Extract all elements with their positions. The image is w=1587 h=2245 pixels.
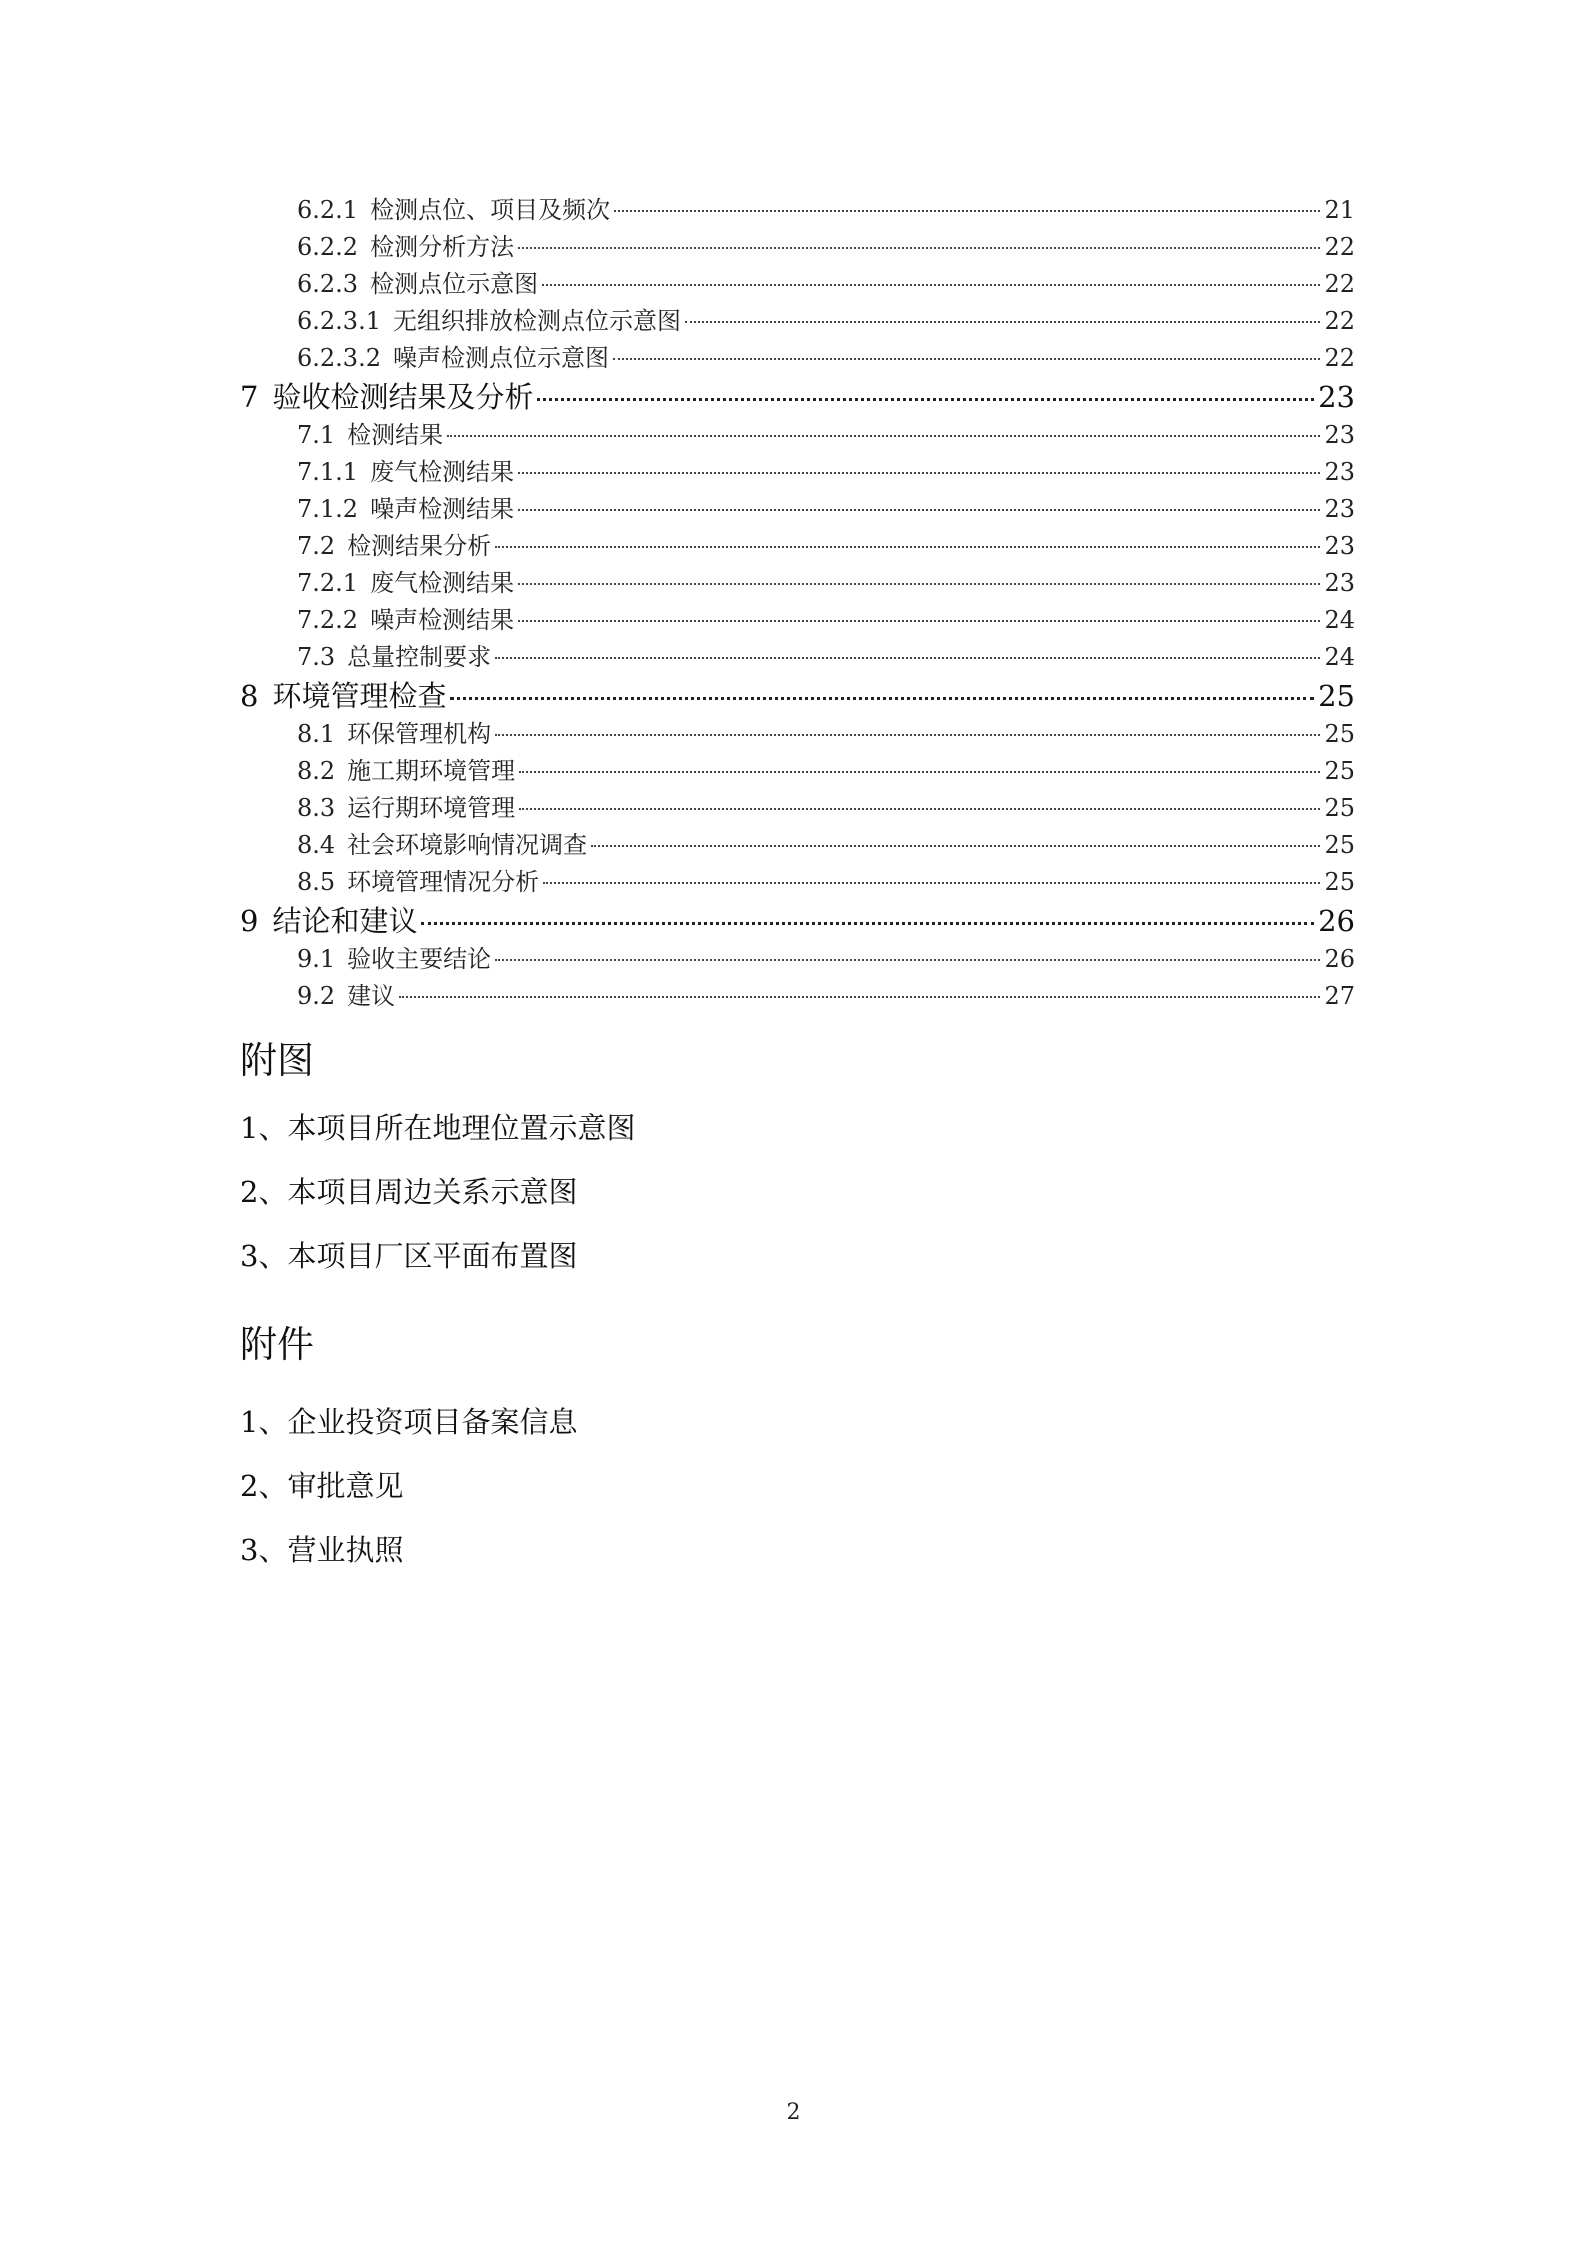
toc-entry[interactable] <box>240 491 1355 528</box>
toc-entry[interactable] <box>240 864 1355 901</box>
toc-dot-leader <box>543 882 1320 884</box>
page-number: 2 <box>786 2100 801 2125</box>
toc-entry[interactable] <box>240 340 1355 377</box>
toc-entry-page: 27 <box>1324 982 1355 1010</box>
toc-dot-leader <box>421 922 1314 925</box>
figure-item-3: 3、本项目厂区平面布置图 <box>240 1239 578 1273</box>
toc-entry-title: 环保管理机构 <box>347 720 492 748</box>
toc-entry-page: 25 <box>1324 720 1355 748</box>
toc-entry-page: 23 <box>1324 569 1355 597</box>
attachment-item-2: 2、审批意见 <box>240 1469 404 1503</box>
toc-dot-leader <box>450 697 1314 700</box>
toc-entry-page: 23 <box>1324 495 1355 523</box>
toc-entry-page: 26 <box>1324 945 1355 973</box>
toc-entry-page: 23 <box>1324 458 1355 486</box>
toc-entry-number: 7.1.1 <box>297 458 359 486</box>
toc-entry[interactable] <box>240 941 1355 978</box>
toc-entry-title: 总量控制要求 <box>347 643 492 671</box>
toc-entry-number: 7 <box>240 380 259 414</box>
toc-entry[interactable] <box>240 978 1355 1015</box>
figures-heading: 附图 <box>240 1039 314 1082</box>
toc-entry[interactable] <box>240 303 1355 340</box>
toc-entry-number: 8.3 <box>297 794 336 822</box>
toc-entry-page: 22 <box>1324 270 1355 298</box>
toc-entry-title: 施工期环境管理 <box>347 757 516 785</box>
attachment-item-1: 1、企业投资项目备案信息 <box>240 1405 578 1439</box>
toc-entry[interactable] <box>240 266 1355 303</box>
toc-entry-page: 23 <box>1324 532 1355 560</box>
toc-entry[interactable] <box>240 377 1355 417</box>
toc-entry-title: 结论和建议 <box>272 904 418 938</box>
toc-entry-page: 22 <box>1324 233 1355 261</box>
toc-entry-number: 6.2.3.1 <box>297 307 381 335</box>
toc-entry-page: 22 <box>1324 344 1355 372</box>
toc-entry-title: 检测点位、项目及频次 <box>370 196 611 224</box>
toc-entry-number: 8.4 <box>297 831 336 859</box>
toc-dot-leader <box>591 845 1320 847</box>
toc-entry-title: 环境管理情况分析 <box>347 868 540 896</box>
toc-dot-leader <box>519 771 1320 773</box>
figure-item-2: 2、本项目周边关系示意图 <box>240 1175 578 1209</box>
toc-entry-number: 8.5 <box>297 868 336 896</box>
toc-entry[interactable] <box>240 676 1355 716</box>
toc-entry-page: 23 <box>1318 380 1355 414</box>
attachments-heading: 附件 <box>240 1323 314 1366</box>
toc-entry-number: 7.1.2 <box>297 495 359 523</box>
toc-entry-number: 6.2.3.2 <box>297 344 381 372</box>
toc-dot-leader <box>518 472 1320 474</box>
toc-entry-number: 9 <box>240 904 259 938</box>
toc-entry-title: 废气检测结果 <box>370 569 515 597</box>
toc-entry-number: 6.2.1 <box>297 196 359 224</box>
toc-dot-leader <box>495 657 1320 659</box>
toc-dot-leader <box>399 996 1320 998</box>
toc-dot-leader <box>614 210 1320 212</box>
toc-entry[interactable] <box>240 753 1355 790</box>
toc-entry-page: 25 <box>1324 757 1355 785</box>
toc-entry[interactable] <box>240 528 1355 565</box>
toc-entry[interactable] <box>240 790 1355 827</box>
toc-entry-page: 23 <box>1324 421 1355 449</box>
toc-dot-leader <box>685 321 1320 323</box>
toc-entry-title: 运行期环境管理 <box>347 794 516 822</box>
toc-entry-title: 社会环境影响情况调查 <box>347 831 588 859</box>
toc-entry-number: 7.2.1 <box>297 569 359 597</box>
toc-entry-title: 噪声检测点位示意图 <box>392 344 609 372</box>
toc-entry[interactable] <box>240 716 1355 753</box>
toc-dot-leader <box>518 583 1320 585</box>
toc-entry-number: 7.1 <box>297 421 336 449</box>
toc-entry[interactable] <box>240 901 1355 941</box>
toc-dot-leader <box>495 734 1320 736</box>
toc-dot-leader <box>613 358 1320 360</box>
toc-entry-title: 检测结果 <box>347 421 444 449</box>
toc-entry-title: 噪声检测结果 <box>370 606 515 634</box>
toc-entry-title: 检测点位示意图 <box>370 270 539 298</box>
toc-entry-title: 验收检测结果及分析 <box>272 380 534 414</box>
toc-entry-page: 26 <box>1318 904 1355 938</box>
toc-entry-page: 25 <box>1324 868 1355 896</box>
toc-entry-title: 验收主要结论 <box>347 945 492 973</box>
toc-dot-leader <box>495 546 1320 548</box>
toc-entry[interactable] <box>240 602 1355 639</box>
toc-entry[interactable] <box>240 639 1355 676</box>
toc-entry-page: 24 <box>1324 643 1355 671</box>
toc-entry-number: 8 <box>240 679 259 713</box>
toc-dot-leader <box>537 398 1314 401</box>
toc-dot-leader <box>519 808 1320 810</box>
toc-entry-page: 25 <box>1324 794 1355 822</box>
toc-dot-leader <box>495 959 1320 961</box>
toc-dot-leader <box>542 284 1320 286</box>
toc-entry-number: 7.3 <box>297 643 336 671</box>
toc-entry-page: 24 <box>1324 606 1355 634</box>
toc-entry-title: 环境管理检查 <box>272 679 447 713</box>
toc-dot-leader <box>518 247 1320 249</box>
toc-entry[interactable] <box>240 827 1355 864</box>
table-of-contents <box>240 192 1355 1015</box>
toc-entry-number: 8.1 <box>297 720 336 748</box>
toc-dot-leader <box>518 509 1320 511</box>
toc-dot-leader <box>447 435 1320 437</box>
toc-entry-title: 检测结果分析 <box>347 532 492 560</box>
toc-entry-title: 废气检测结果 <box>370 458 515 486</box>
toc-entry-title: 检测分析方法 <box>370 233 515 261</box>
attachment-item-3: 3、营业执照 <box>240 1533 404 1567</box>
toc-entry[interactable] <box>240 417 1355 454</box>
toc-entry-number: 9.2 <box>297 982 336 1010</box>
toc-entry[interactable] <box>240 454 1355 491</box>
toc-entry-page: 25 <box>1324 831 1355 859</box>
toc-entry-title: 无组织排放检测点位示意图 <box>392 307 681 335</box>
toc-entry[interactable] <box>240 192 1355 229</box>
toc-entry-title: 噪声检测结果 <box>370 495 515 523</box>
toc-entry-page: 25 <box>1318 679 1355 713</box>
toc-entry-page: 21 <box>1324 196 1355 224</box>
toc-entry-number: 8.2 <box>297 757 336 785</box>
figure-item-1: 1、本项目所在地理位置示意图 <box>240 1111 636 1145</box>
toc-entry[interactable] <box>240 565 1355 602</box>
toc-entry-title: 建议 <box>347 982 396 1010</box>
toc-entry-number: 9.1 <box>297 945 336 973</box>
toc-dot-leader <box>518 620 1320 622</box>
toc-entry-number: 7.2.2 <box>297 606 359 634</box>
toc-entry-page: 22 <box>1324 307 1355 335</box>
toc-entry[interactable] <box>240 229 1355 266</box>
toc-entry-number: 7.2 <box>297 532 336 560</box>
toc-entry-number: 6.2.3 <box>297 270 359 298</box>
toc-entry-number: 6.2.2 <box>297 233 359 261</box>
